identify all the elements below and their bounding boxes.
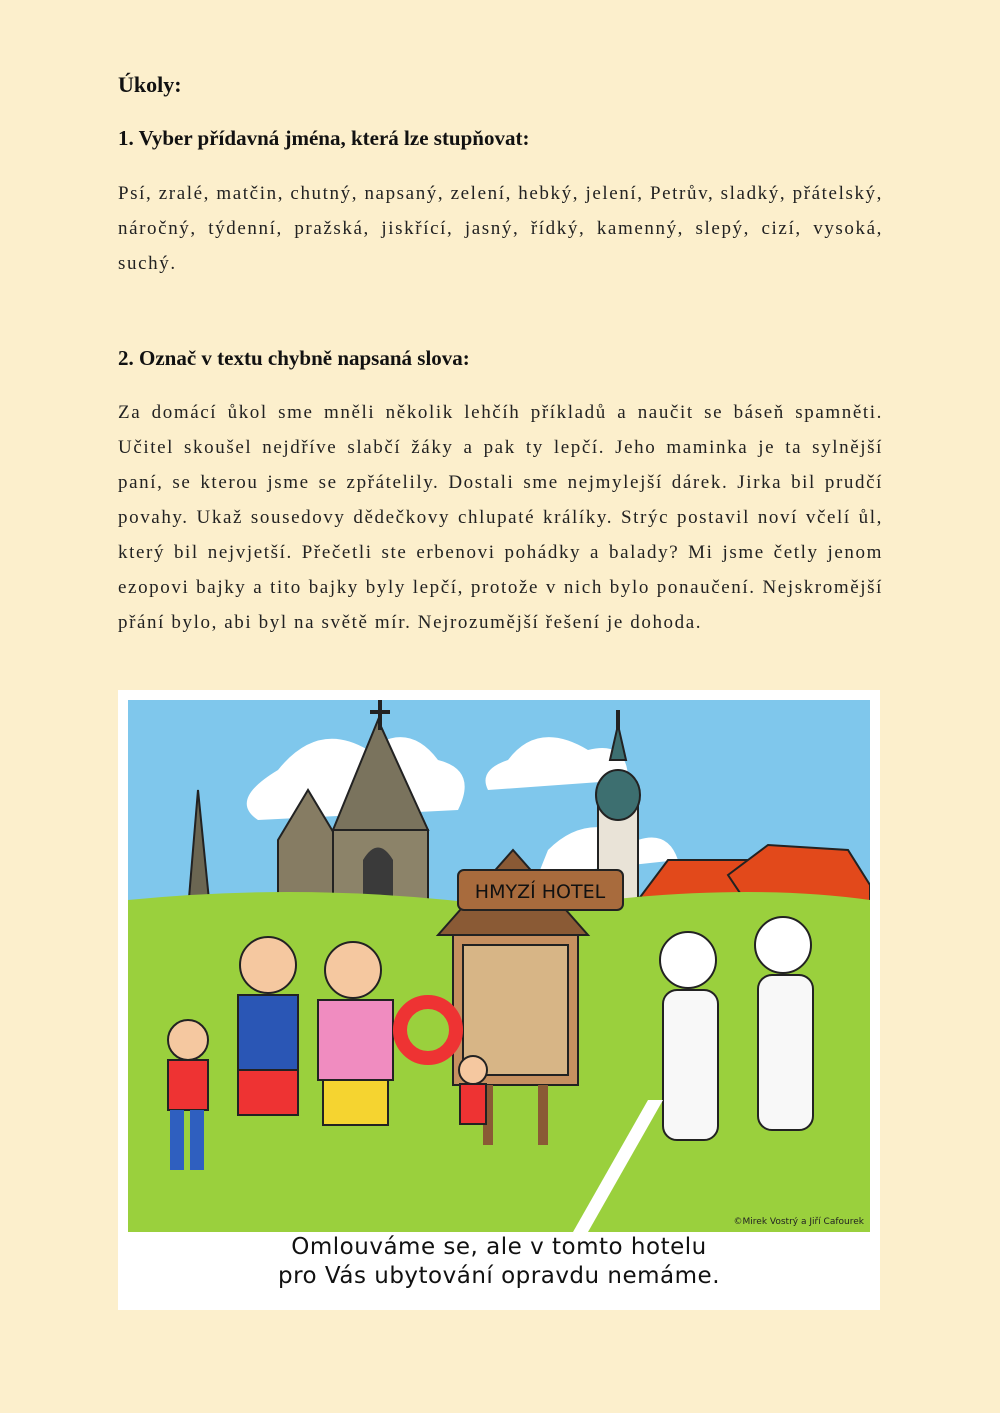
task1-adjective-list: Psí, zralé, matčin, chutný, napsaný, zelení, hebký, jelení, Petrův, sladký, přátelský, náročný, týdenní, pražská, jiskřící, jasný, řídký, kamenný, slepý, cizí, vysoká, suchý. [118, 183, 883, 274]
task1-title: 1. Vyber přídavná jména, která lze stupňovat: [118, 126, 530, 150]
cartoon-illustration [128, 700, 870, 1232]
task2-title: 2. Označ v textu chybně napsaná slova: [118, 346, 470, 370]
cartoon-figure [118, 690, 880, 1310]
copyright-note: ©Mirek Vostrý a Jiří Cafourek [733, 1217, 864, 1227]
cartoon-caption [118, 1233, 880, 1291]
caption-line-2: pro Vás ubytování opravdu nemáme. [277, 1263, 721, 1289]
caption-line-1: Omlouváme se, ale v tomto hotelu [291, 1234, 707, 1260]
tasks-heading: Úkoly: [118, 72, 182, 97]
task2-text: Za domácí ůkol sme mněli několik lehčíh příkladů a naučit se báseň spamněti. Učitel skoušel nejdříve slabčí žáky a pak ty lepčí. Jeho maminka je ta sylnější paní, se kterou jsme se zpřátelily. Dostali sme nejmylejší dárek. Jirka bil prudčí povahy. Ukaž sousedovy dědečkovy chlupaté králíky. Strýc postavil noví včelí ůl, který bil nejvjetší. Přečetli ste erbenovi pohádky a balady? Mi jsme četly jenom ezopovi bajky a tito bajky byly lepčí, protože v nich bylo ponaučení. Nejskromější přání bylo, abi byl na světě mír. Nejrozumější řešení je dohoda. [118, 402, 883, 633]
hotel-sign: HMYZÍ HOTEL [474, 881, 606, 903]
